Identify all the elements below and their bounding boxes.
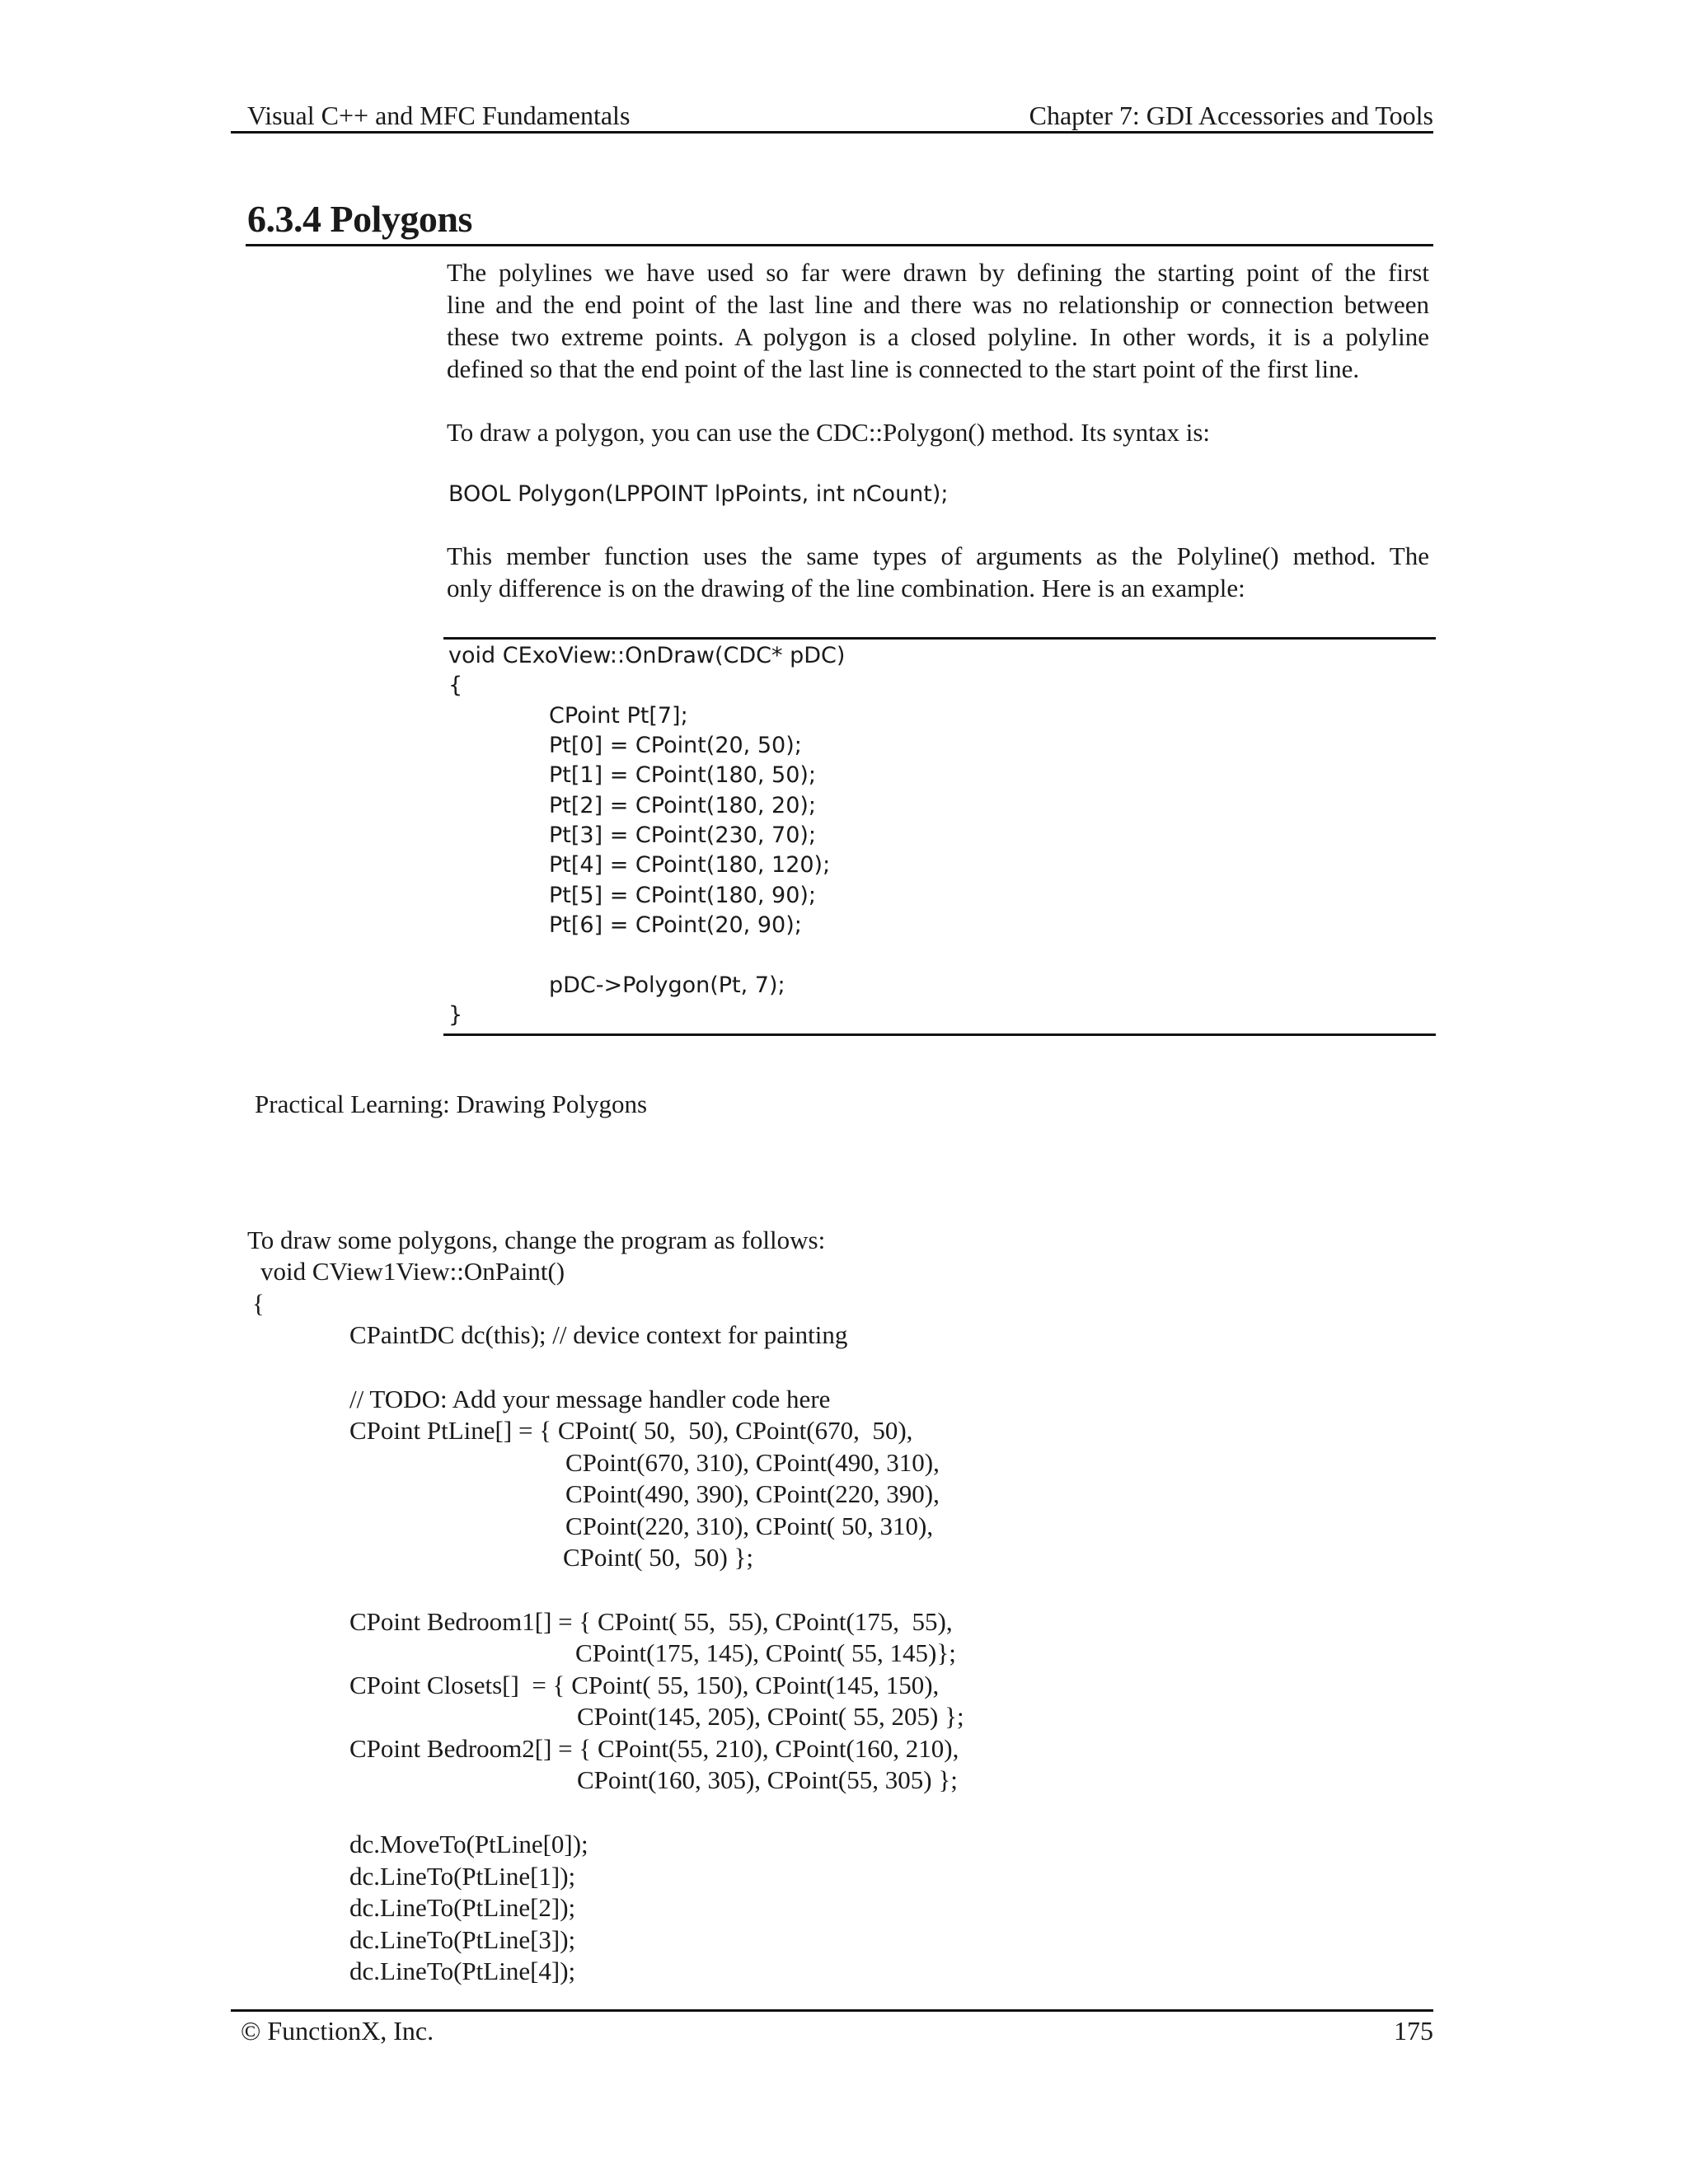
code-box-top-rule bbox=[443, 637, 1436, 640]
syntax-signature: BOOL Polygon(LPPOINT lpPoints, int nCount); bbox=[448, 481, 949, 507]
program-line: CPoint Bedroom2[] = { CPoint(55, 210), CPoint(160, 210), bbox=[349, 1734, 959, 1763]
intro-paragraph bbox=[447, 256, 1429, 385]
running-header-book-title: Visual C++ and MFC Fundamentals bbox=[247, 101, 631, 130]
intro-line: defined so that the end point of the last line is connected to the start point of the first line. bbox=[447, 354, 1360, 383]
program-line: // TODO: Add your message handler code here bbox=[349, 1385, 831, 1413]
code-line: Pt[0] = CPoint(20, 50); bbox=[549, 733, 802, 758]
code-line: void CExoView::OnDraw(CDC* pDC) bbox=[448, 643, 846, 668]
code-line: } bbox=[448, 1002, 463, 1028]
code-line: Pt[3] = CPoint(230, 70); bbox=[549, 823, 817, 848]
code-line: Pt[4] = CPoint(180, 120); bbox=[549, 852, 831, 878]
code-line: pDC->Polygon(Pt, 7); bbox=[549, 972, 785, 998]
intro-line: these two extreme points. A polygon is a closed polyline. In other words, it is a polyline bbox=[447, 322, 1429, 351]
code-line: Pt[2] = CPoint(180, 20); bbox=[549, 793, 817, 818]
program-line: dc.LineTo(PtLine[4]); bbox=[349, 1957, 576, 1985]
program-line: CPoint(160, 305), CPoint(55, 305) }; bbox=[577, 1765, 958, 1794]
program-line: dc.LineTo(PtLine[3]); bbox=[349, 1925, 576, 1954]
code-line: Pt[5] = CPoint(180, 90); bbox=[549, 883, 817, 908]
program-line: { bbox=[252, 1289, 265, 1318]
program-intro: To draw some polygons, change the program as follows: bbox=[247, 1226, 826, 1254]
header-rule bbox=[231, 131, 1433, 134]
program-line: CPoint(220, 310), CPoint( 50, 310), bbox=[565, 1511, 934, 1540]
program-line: void CView1View::OnPaint() bbox=[260, 1257, 565, 1286]
explain-line: This member function uses the same types of arguments as the Polyline() method. The bbox=[447, 541, 1429, 570]
practical-learning-heading: Practical Learning: Drawing Polygons bbox=[255, 1090, 648, 1118]
code-line: CPoint Pt[7]; bbox=[549, 703, 688, 729]
program-line: dc.MoveTo(PtLine[0]); bbox=[349, 1830, 588, 1858]
section-rule bbox=[246, 244, 1433, 246]
program-line: CPoint(490, 390), CPoint(220, 390), bbox=[565, 1479, 940, 1508]
intro-line: The polylines we have used so far were drawn by defining the starting point of the first bbox=[447, 258, 1429, 287]
code-line: Pt[1] = CPoint(180, 50); bbox=[549, 762, 817, 788]
syntax-intro: To draw a polygon, you can use the CDC::Polygon() method. Its syntax is: bbox=[447, 418, 1211, 447]
section-title: 6.3.4 Polygons bbox=[247, 198, 472, 240]
explain-line: only difference is on the drawing of the line combination. Here is an example: bbox=[447, 574, 1245, 602]
footer-rule bbox=[231, 2009, 1433, 2012]
code-line: { bbox=[448, 673, 463, 698]
running-header-chapter-title: Chapter 7: GDI Accessories and Tools bbox=[1029, 101, 1433, 130]
program-line: CPoint(175, 145), CPoint( 55, 145)}; bbox=[575, 1638, 956, 1667]
program-line: CPoint(145, 205), CPoint( 55, 205) }; bbox=[577, 1702, 964, 1731]
code-box-bottom-rule bbox=[443, 1033, 1436, 1036]
page-number: 175 bbox=[1394, 2016, 1433, 2046]
explain-paragraph bbox=[447, 540, 1429, 604]
program-line: CPoint( 50, 50) }; bbox=[563, 1543, 754, 1572]
program-line: CPoint PtLine[] = { CPoint( 50, 50), CPoint(670, 50), bbox=[349, 1416, 913, 1445]
program-line: CPoint Bedroom1[] = { CPoint( 55, 55), CPoint(175, 55), bbox=[349, 1607, 953, 1636]
program-line: CPoint(670, 310), CPoint(490, 310), bbox=[565, 1448, 940, 1477]
program-line: dc.LineTo(PtLine[2]); bbox=[349, 1893, 576, 1922]
code-line: Pt[6] = CPoint(20, 90); bbox=[549, 912, 802, 938]
program-line: CPoint Closets[] = { CPoint( 55, 150), CPoint(145, 150), bbox=[349, 1671, 940, 1699]
intro-line: line and the end point of the last line and there was no relationship or connection between bbox=[447, 290, 1429, 319]
footer-copyright: © FunctionX, Inc. bbox=[241, 2016, 434, 2046]
program-line: CPaintDC dc(this); // device context for painting bbox=[349, 1320, 848, 1349]
program-line: dc.LineTo(PtLine[1]); bbox=[349, 1862, 576, 1891]
